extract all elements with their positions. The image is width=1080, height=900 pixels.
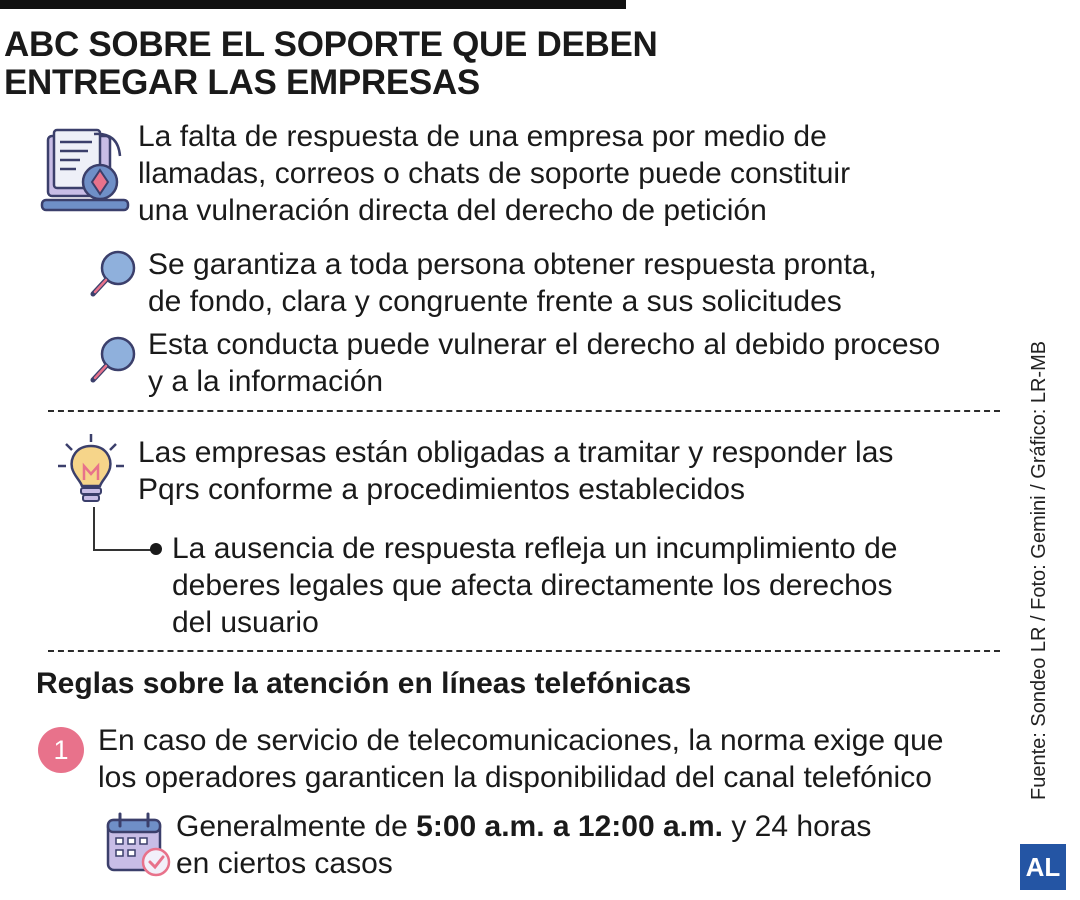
section2-text (138, 434, 893, 508)
bullet1-line-2: de fondo, clara y congruente frente a sus solicitudes (148, 285, 842, 318)
bullet1-text (148, 246, 877, 320)
rule-line-1: En caso de servicio de telecomunicaciones, la norma exige que (98, 724, 944, 757)
bullet-dot (150, 543, 162, 555)
section2-sub-line-1: La ausencia de respuesta refleja un incumplimiento de (172, 532, 898, 565)
section1-line-3: una vulneración directa del derecho de petición (138, 194, 767, 227)
bullet2-line-2: y a la información (148, 365, 384, 398)
title-line-2: ENTREGAR LAS EMPRESAS (4, 63, 480, 102)
section2-line-1: Las empresas están obligadas a tramitar y responder las (138, 436, 894, 469)
magnifier-icon (88, 334, 140, 386)
section2-sub-text (172, 530, 897, 641)
bullet1-line-1: Se garantiza a toda persona obtener respuesta pronta, (148, 248, 877, 281)
magnifier-icon (88, 248, 140, 300)
schedule-prefix: Generalmente de (176, 810, 417, 843)
section1-line-1: La falta de respuesta de una empresa por medio de (138, 120, 827, 153)
connector-line (93, 507, 153, 551)
section2-sub-line-2: deberes legales que afecta directamente los derechos (172, 569, 893, 602)
source-credit: Fuente: Sondeo LR / Foto: Gemini / Gráfico: LR-MB (1028, 340, 1050, 800)
laptop-document-icon (40, 126, 132, 218)
schedule-text (176, 808, 871, 882)
page-title (4, 26, 704, 102)
rule-text (98, 722, 943, 796)
title-line-1: ABC SOBRE EL SOPORTE QUE DEBEN (4, 25, 658, 64)
schedule-suffix: y 24 horas (723, 810, 872, 843)
section1-line-2: llamadas, correos o chats de soporte puede constituir (138, 157, 851, 190)
lightbulb-icon (56, 432, 126, 508)
section-heading: Reglas sobre la atención en líneas telefónicas (36, 667, 692, 700)
bullet2-line-1: Esta conducta puede vulnerar el derecho al debido proceso (148, 328, 941, 361)
section2-sub-line-3: del usuario (172, 606, 319, 639)
bullet2-text (148, 326, 940, 400)
divider (48, 650, 1000, 652)
schedule-line-1 (176, 808, 871, 845)
section2-line-2: Pqrs conforme a procedimientos establecidos (138, 473, 745, 506)
schedule-line-2: en ciertos casos (176, 847, 393, 880)
schedule-hours: 5:00 a.m. a 12:00 a.m. (416, 810, 724, 843)
section1-text (138, 118, 850, 229)
top-rule (0, 0, 626, 9)
calendar-check-icon (104, 810, 174, 880)
rule-line-2: los operadores garanticen la disponibilidad del canal telefónico (98, 761, 932, 794)
divider (48, 410, 1000, 412)
rule-number-badge: 1 (38, 727, 84, 773)
brand-logo: AL (1020, 844, 1066, 890)
